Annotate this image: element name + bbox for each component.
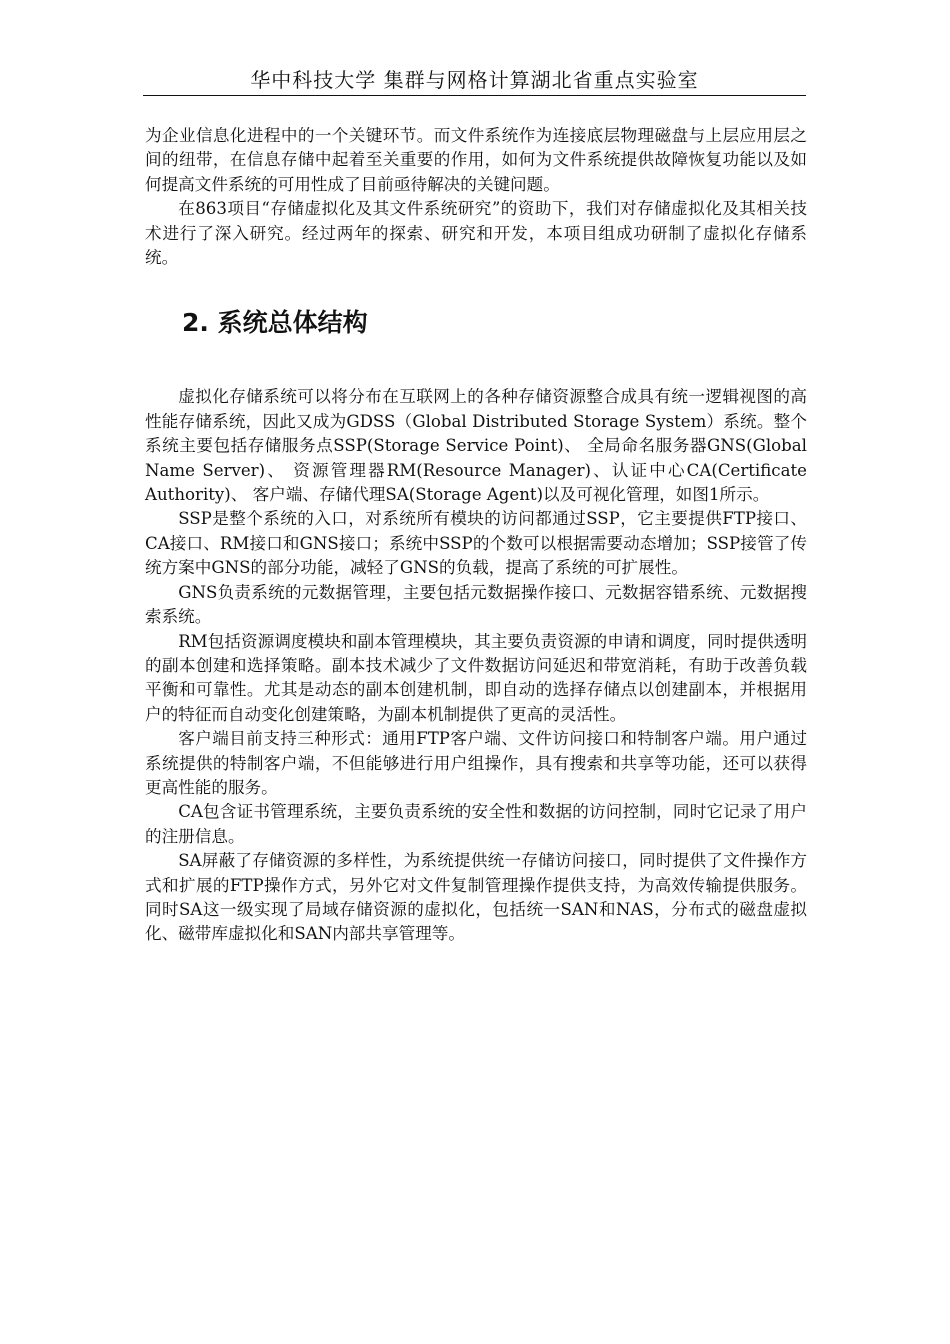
body-paragraph-client: 客户端目前支持三种形式：通用FTP客户端、文件访问接口和特制客户端。用户通过系统提供的特制客户端，不但能够进行用户组操作，具有搜索和共享等功能，还可以获得更高性能的服务。 xyxy=(145,729,807,797)
header-rule xyxy=(143,95,806,96)
body-paragraph-ssp: SSP是整个系统的入口，对系统所有模块的访问都通过SSP，它主要提供FTP接口、CA接口、RM接口和GNS接口；系统中SSP的个数可以根据需要动态增加；SSP接管了传统方案中GNS的部分功能，减轻了GNS的负载，提高了系统的可扩展性。 xyxy=(145,509,807,578)
body-paragraph-ca: CA包含证书管理系统，主要负责系统的安全性和数据的访问控制，同时它记录了用户的注册信息。 xyxy=(145,802,807,846)
intro-paragraph-continued: 为企业信息化进程中的一个关键环节。而文件系统作为连接底层物理磁盘与上层应用层之间的纽带，在信息存储中起着至关重要的作用，如何为文件系统提供故障恢复功能以及如何提高文件系统的可用性成了目前亟待解决的关键问题。 xyxy=(145,126,807,194)
page-header: 华中科技大学 集群与网格计算湖北省重点实验室 xyxy=(250,68,699,92)
section-body xyxy=(145,385,807,946)
body-paragraph-rm: RM包括资源调度模块和副本管理模块，其主要负责资源的申请和调度，同时提供透明的副本创建和选择策略。副本技术减少了文件数据访问延迟和带宽消耗，有助于改善负载平衡和可靠性。尤其是动态的副本创建机制，即自动的选择存储点以创建副本，并根据用户的特征而自动变化创建策略，为副本机制提供了更高的灵活性。 xyxy=(145,631,807,724)
intro-paragraph: 在863项目“存储虚拟化及其文件系统研究”的资助下，我们对存储虚拟化及其相关技术进行了深入研究。经过两年的探索、研究和开发，本项目组成功研制了虚拟化存储系统。 xyxy=(145,199,807,268)
section-heading: 2. 系统总体结构 xyxy=(182,308,368,338)
page-content xyxy=(145,124,807,947)
body-paragraph-sa: SA屏蔽了存储资源的多样性，为系统提供统一存储访问接口，同时提供了文件操作方式和扩展的FTP操作方式，另外它对文件复制管理操作提供支持，为高效传输提供服务。同时SA这一级实现了局域存储资源的虚拟化，包括统一SAN和NAS，分布式的磁盘虚拟化、磁带库虚拟化和SAN内部共享管理等。 xyxy=(145,851,807,944)
body-paragraph-overview: 虚拟化存储系统可以将分布在互联网上的各种存储资源整合成具有统一逻辑视图的高性能存储系统，因此又成为GDSS（Global Distributed Storage System）系统。整个系统主要包括存储服务点SSP(Storage Service Point)、 全局命名服务器GNS(Global Name Server)、 资源管理器RM(Resource Manager)、认证中心CA(Certificate Authority)、 客户端、存储代理SA(Storage Agent)以及可视化管理，如图1所示。 xyxy=(145,387,807,505)
body-paragraph-gns: GNS负责系统的元数据管理，主要包括元数据操作接口、元数据容错系统、元数据搜索系统。 xyxy=(145,582,807,627)
